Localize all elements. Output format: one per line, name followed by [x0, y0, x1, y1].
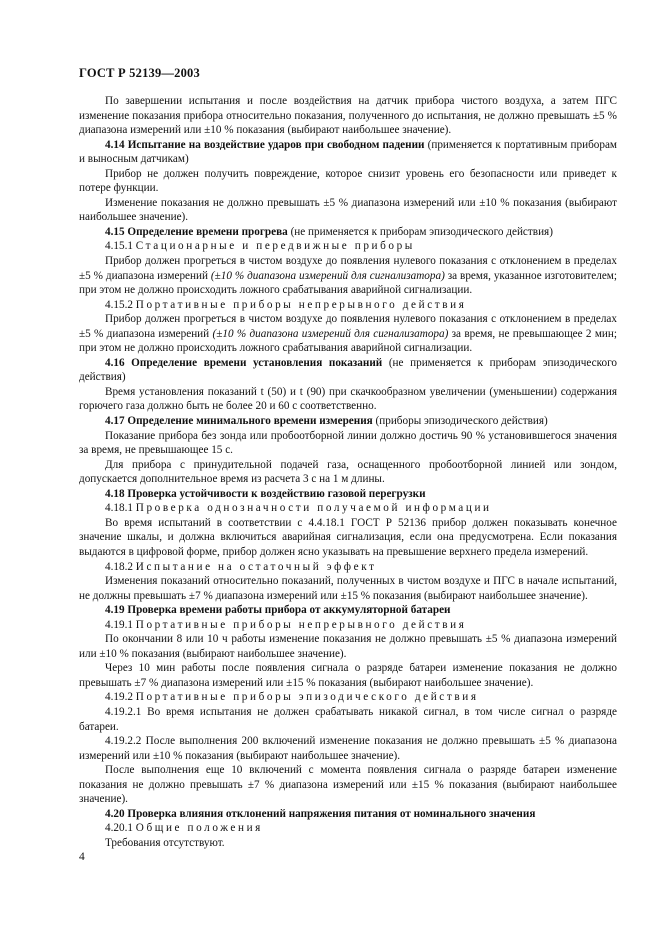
- section-4-16: [79, 356, 617, 385]
- section-note: (не применяется к приборам эпизодического действия): [287, 225, 553, 238]
- subsection-title: Стационарные и передвижные приборы: [135, 240, 415, 253]
- subsection-title: Проверка однозначности получаемой информации: [135, 502, 492, 515]
- paragraph: После выполнения еще 10 включений с момента появления сигнала о разряде батареи изменение показания не должно превышать ±7 % диапазона измерений или ±15 % показания (выбирают наибольшее значение).: [79, 764, 617, 806]
- subsection-title: Портативные приборы непрерывного действия: [135, 298, 467, 311]
- paragraph: По окончании 8 или 10 ч работы изменение показания не должно превышать ±5 % диапазона измерений или ±10 % показания (выбирают наибольшее значение).: [79, 633, 617, 660]
- page-number: 4: [79, 851, 85, 863]
- subsection-4-15-1: [79, 239, 617, 254]
- section-heading: 4.20 Проверка влияния отклонений напряжения питания от номинального значения: [105, 807, 536, 820]
- subsection-4-20-1: [79, 821, 617, 836]
- paragraph: Во время испытаний в соответствии с 4.4.18.1 ГОСТ Р 52136 прибор должен показывать конечное значение шкалы, и должна включиться аварийная сигнализация, если она предусмотрена. Если показания выдаются в цифровой форме, прибор должен ясно указывать на превышение верхнего предела измерений.: [79, 516, 617, 558]
- paragraph: Изменения показаний относительно показаний, полученных в чистом воздухе и ПГС в начале испытаний, не должны превышать ±7 % диапазона измерений или ±15 % показания (выбирают наибольшее значение).: [79, 575, 617, 602]
- section-heading: 4.16 Определение времени установления показаний: [105, 356, 383, 369]
- paragraph: [79, 254, 617, 298]
- paragraph: 4.19.2.2 После выполнения 200 включений изменение показания не должно превышать ±5 % диапазона измерений или ±10 % показания (выбирают наибольшее значение).: [79, 735, 617, 762]
- text-run: за время, указанное изготовителем; при этом не должно происходить ложного срабатывания аварийной сигнализации.: [79, 269, 617, 297]
- paragraph: Требования отсутствуют.: [105, 836, 225, 849]
- section-4-18: [79, 487, 617, 502]
- paragraph: Время установления показаний t (50) и t (90) при скачкообразном увеличении (уменьшении) содержания горючего газа должно быть не более 20 и 60 с соответственно.: [79, 385, 617, 413]
- paragraph: Прибор не должен получить повреждение, которое снизит уровень его безопасности или приведет к потере функции.: [79, 167, 617, 195]
- subsection-title: Испытание на остаточный эффект: [135, 560, 377, 573]
- subsection-number: 4.19.1: [105, 618, 136, 631]
- section-heading: 4.14 Испытание на воздействие ударов при свободном падении: [105, 138, 425, 151]
- text-run: Прибор должен прогреться в чистом воздухе до появления нулевого показания с отклонением в пределах ±5 % диапазона измерений: [79, 313, 617, 340]
- paragraph: 4.19.2.1 Во время испытания не должен срабатывать никакой сигнал, в том числе сигнал о разряде батареи.: [79, 705, 617, 733]
- subsection-number: 4.15.1: [105, 240, 136, 253]
- subsection-title: Портативные приборы непрерывного действия: [135, 618, 467, 631]
- paragraph: Изменение показания не должно превышать ±5 % диапазона измерений или ±10 % показания (выбирают наибольшее значение).: [79, 196, 617, 224]
- subsection-number: 4.15.2: [105, 298, 136, 311]
- italic-run: (±10 % диапазона измерений для сигнализатора): [210, 269, 445, 282]
- document-header: ГОСТ Р 52139—2003: [79, 66, 200, 80]
- text-run: Прибор должен прогреться в чистом воздухе до появления нулевого показания с отклонением в пределах ±5 % диапазона измерений: [79, 255, 617, 282]
- document-body: [79, 94, 617, 850]
- paragraph: По завершении испытания и после воздействия на датчик прибора чистого воздуха, а затем ПГС изменение показания прибора относительно показания, полученного до испытания, не должно превышать ±5 % диапазона измерений или ±10 % показания (выбирают наибольшее значение).: [79, 95, 617, 137]
- section-4-19: [79, 603, 617, 618]
- section-4-15: [79, 225, 617, 240]
- section-note: (не применяется к приборам эпизодического действия): [79, 356, 617, 384]
- subsection-number: 4.18.2: [105, 560, 136, 573]
- subsection-4-18-2: [79, 560, 617, 575]
- italic-run: (±10 % диапазона измерений для сигнализатора): [212, 327, 449, 340]
- paragraph: [79, 312, 617, 356]
- subsection-4-15-2: [79, 298, 617, 313]
- text-run: за время, не превышающее 2 мин; при этом не должно происходить ложного срабатывания аварийной сигнализации.: [79, 327, 618, 355]
- section-4-17: [79, 414, 617, 429]
- paragraph: Показание прибора без зонда или пробоотборной линии должно достичь 90 % установившегося значения за время, не превышающее 15 с.: [79, 429, 617, 457]
- section-heading: 4.15 Определение времени прогрева: [105, 225, 288, 238]
- subsection-4-18-1: [79, 501, 617, 516]
- subsection-title: Общие положения: [135, 822, 263, 835]
- subsection-4-19-1: [79, 618, 617, 633]
- section-4-14: [79, 138, 617, 167]
- subsection-4-19-2: [79, 690, 617, 705]
- paragraph: Через 10 мин работы после появления сигнала о разряде батареи изменение показания не должно превышать ±7 % диапазона измерений или ±15 % показания (выбирают наибольшее значение).: [79, 662, 617, 689]
- subsection-number: 4.19.2: [105, 691, 136, 704]
- subsection-title: Портативные приборы эпизодического действия: [135, 691, 479, 704]
- section-heading: 4.17 Определение минимального времени измерения: [105, 415, 373, 428]
- paragraph: Для прибора с принудительной подачей газа, оснащенного пробоотборной линией или зондом, допускается дополнительное время из расчета 3 с на 1 м длины.: [79, 458, 617, 486]
- subsection-number: 4.20.1: [105, 822, 136, 835]
- section-4-20: [79, 807, 617, 822]
- section-heading: 4.19 Проверка времени работы прибора от аккумуляторной батареи: [105, 604, 451, 617]
- subsection-number: 4.18.1: [105, 502, 136, 515]
- section-note: (применяется к портативным приборам и выносным датчикам): [79, 138, 617, 166]
- section-heading: 4.18 Проверка устойчивости к воздействию газовой перегрузки: [105, 487, 426, 500]
- section-note: (приборы эпизодического действия): [372, 415, 548, 428]
